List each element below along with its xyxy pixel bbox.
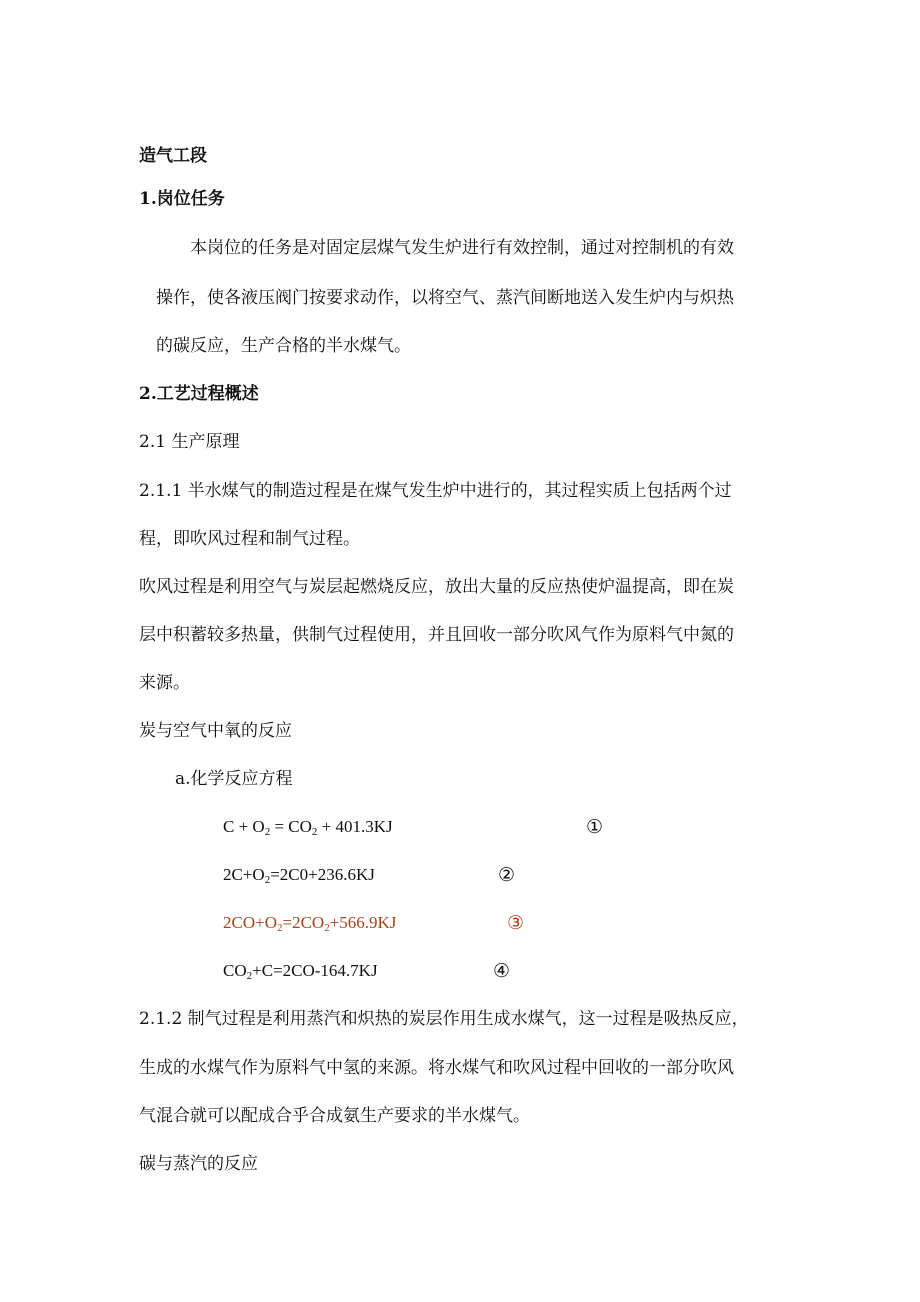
- equation-1: $C + O_2 = CO_2 + 401.3KJ$: [223, 817, 393, 838]
- paragraph-line: 来源。: [139, 673, 190, 693]
- paragraph-line: 层中积蓄较多热量，供制气过程使用，并且回收一部分吹风气作为原料气中氮的: [139, 625, 734, 645]
- equation-number-3: ③: [507, 912, 525, 934]
- paragraph-line: 本岗位的任务是对固定层煤气发生炉进行有效控制，通过对控制机的有效: [190, 238, 734, 258]
- paragraph-line: 的碳反应，生产合格的半水煤气。: [156, 336, 411, 356]
- section-heading-process-overview: 2.工艺过程概述: [139, 384, 259, 404]
- equation-number-2: ②: [498, 864, 516, 886]
- paragraph-line: 2.1.1 半水煤气的制造过程是在煤气发生炉中进行的，其过程实质上包括两个过: [139, 481, 732, 501]
- section-heading-job-task: 1.岗位任务: [139, 189, 225, 209]
- equation-3: $2CO+O_2=2CO_2+566.9KJ$: [223, 913, 397, 934]
- equation-2: $2C+O_2=2C0+236.6KJ$: [223, 865, 375, 886]
- document-title: 造气工段: [139, 146, 207, 166]
- equation-heading: a.化学反应方程: [175, 769, 293, 789]
- paragraph-line: 生成的水煤气作为原料气中氢的来源。将水煤气和吹风过程中回收的一部分吹风: [139, 1058, 734, 1078]
- paragraph-line: 2.1.2 制气过程是利用蒸汽和炽热的炭层作用生成水煤气，这一过程是吸热反应，: [139, 1009, 749, 1029]
- equation-number-4: ④: [493, 960, 511, 982]
- steam-reaction-heading: 碳与蒸汽的反应: [139, 1154, 258, 1174]
- paragraph-line: 程，即吹风过程和制气过程。: [139, 529, 360, 549]
- paragraph-line: 吹风过程是利用空气与炭层起燃烧反应，放出大量的反应热使炉温提高，即在炭: [139, 577, 734, 597]
- equation-4: $CO_2+C=2CO-164.7KJ$: [223, 961, 378, 982]
- reaction-heading: 炭与空气中氧的反应: [139, 721, 292, 741]
- subsection-heading-principle: 2.1 生产原理: [139, 432, 240, 452]
- equation-number-1: ①: [586, 816, 604, 838]
- paragraph-line: 操作，使各液压阀门按要求动作，以将空气、蒸汽间断地送入发生炉内与炽热: [156, 288, 734, 308]
- paragraph-line: 气混合就可以配成合乎合成氨生产要求的半水煤气。: [139, 1106, 530, 1126]
